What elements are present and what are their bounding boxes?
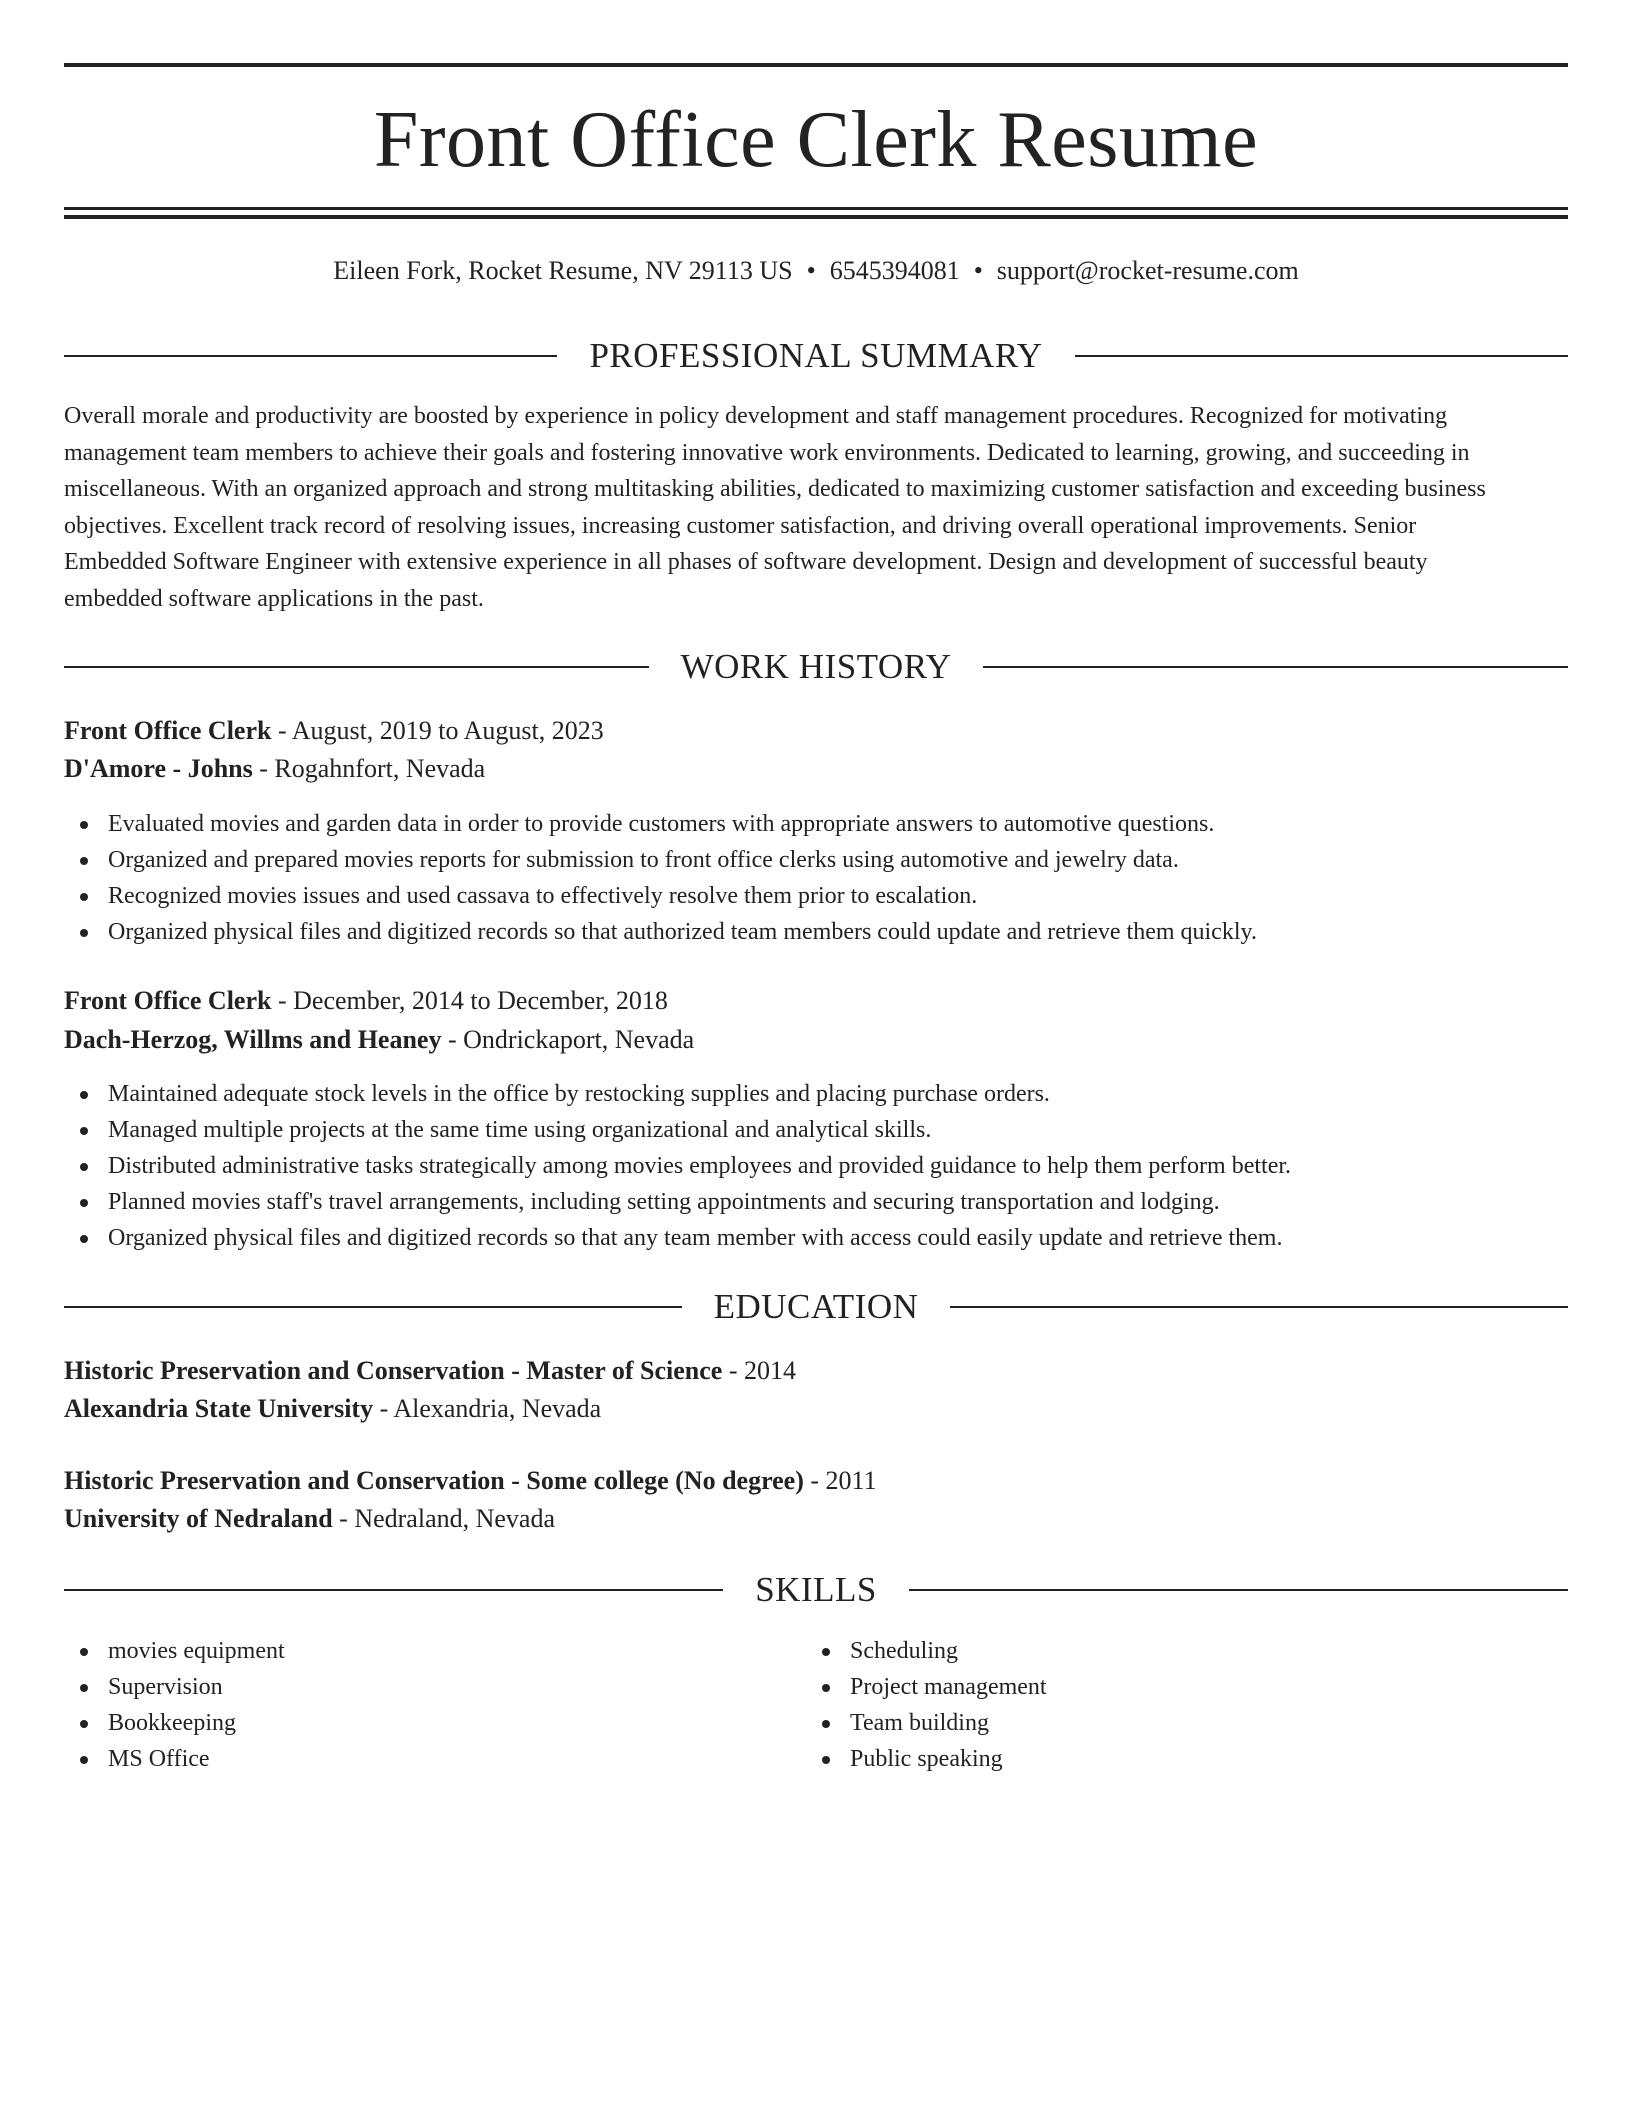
education-location: - Nedraland, Nevada: [332, 1504, 556, 1533]
list-item: Recognized movies issues and used cassava to effectively resolve them prior to escalation.: [64, 878, 1568, 914]
job-title-line: [64, 714, 1568, 748]
list-item: Planned movies staff's travel arrangements, including setting appointments and securing transportation and lodging.: [64, 1184, 1568, 1220]
section-rule: [64, 355, 557, 357]
section-rule: [950, 1306, 1568, 1308]
section-title: PROFESSIONAL SUMMARY: [589, 336, 1043, 375]
job-location: - Rogahnfort, Nevada: [252, 754, 486, 783]
education-location: - Alexandria, Nevada: [373, 1394, 602, 1423]
section-rule: [64, 1306, 682, 1308]
contact-separator: •: [973, 256, 983, 285]
job-dates: - December, 2014 to December, 2018: [271, 986, 668, 1015]
skill-item: Scheduling: [806, 1633, 1506, 1669]
contact-email: support@rocket-resume.com: [996, 256, 1299, 285]
skill-item: movies equipment: [64, 1633, 764, 1669]
summary-line: embedded software applications in the past.: [64, 585, 484, 612]
resume-title: Front Office Clerk Resume: [373, 96, 1259, 184]
skill-item: Project management: [806, 1669, 1506, 1705]
list-item: Evaluated movies and garden data in order to provide customers with appropriate answers to automotive questions.: [64, 806, 1568, 842]
section-heading-education: [64, 1287, 1568, 1327]
education-degree: Historic Preservation and Conservation - Some college (No degree): [64, 1466, 804, 1495]
education-degree-line: [64, 1354, 1568, 1388]
list-item: Organized and prepared movies reports for submission to front office clerks using automotive and jewelry data.: [64, 842, 1568, 878]
education-school: University of Nedraland: [64, 1504, 333, 1533]
section-rule: [983, 666, 1568, 668]
job-company-line: [64, 1023, 1568, 1057]
list-item: Organized physical files and digitized records so that any team member with access could easily update and retrieve them.: [64, 1220, 1568, 1256]
job-company-line: [64, 752, 1568, 786]
top-rule: [64, 63, 1568, 67]
education-school-line: [64, 1502, 1568, 1536]
list-item: Managed multiple projects at the same time using organizational and analytical skills.: [64, 1112, 1568, 1148]
section-rule: [909, 1589, 1568, 1591]
section-rule: [64, 1589, 723, 1591]
job-title: Front Office Clerk: [64, 716, 272, 745]
job-company: Dach-Herzog, Willms and Heaney: [64, 1025, 442, 1054]
section-heading-skills: [64, 1570, 1568, 1610]
section-title: SKILLS: [755, 1570, 877, 1609]
summary-line: Overall morale and productivity are boosted by experience in policy development and staff management procedures. Recognized for motivating: [64, 403, 1448, 429]
contact-line: [64, 255, 1568, 287]
job-title-line: [64, 984, 1568, 1018]
section-heading-work: [64, 647, 1568, 687]
title-rule-thick: [64, 215, 1568, 219]
title-rule-thin: [64, 207, 1568, 210]
summary-line: objectives. Excellent track record of resolving issues, increasing customer satisfaction, and driving overall operational improvements. Senior: [64, 512, 1417, 539]
education-degree: Historic Preservation and Conservation - Master of Science: [64, 1356, 723, 1385]
skill-item: Supervision: [64, 1669, 764, 1705]
education-year: - 2014: [722, 1356, 796, 1385]
skill-item: MS Office: [64, 1741, 764, 1777]
skill-item: Team building: [806, 1705, 1506, 1741]
job-company: D'Amore - Johns: [64, 754, 253, 783]
section-title: EDUCATION: [713, 1287, 919, 1326]
list-item: Organized physical files and digitized records so that authorized team members could update and retrieve them quickly.: [64, 914, 1568, 950]
education-school-line: [64, 1392, 1568, 1426]
list-item: Maintained adequate stock levels in the office by restocking supplies and placing purchase orders.: [64, 1076, 1568, 1112]
job-bullets: [64, 1076, 1568, 1256]
summary-line: miscellaneous. With an organized approach and strong multitasking abilities, dedicated to maximizing customer satisfaction and exceeding business: [64, 476, 1486, 502]
contact-address: Eileen Fork, Rocket Resume, NV 29113 US: [333, 256, 793, 285]
section-rule: [1075, 355, 1568, 357]
job-bullets: [64, 806, 1568, 950]
summary-line: management team members to achieve their goals and fostering innovative work environments. Dedicated to learning, growing, and succeeding in: [64, 439, 1470, 466]
job-dates: - August, 2019 to August, 2023: [271, 716, 604, 745]
summary-paragraph: [64, 398, 1568, 617]
section-heading-summary: [64, 336, 1568, 376]
education-year: - 2011: [803, 1466, 877, 1495]
contact-separator: •: [806, 256, 816, 285]
list-item: Distributed administrative tasks strategically among movies employees and provided guidance to help them perform better.: [64, 1148, 1568, 1184]
education-degree-line: [64, 1464, 1568, 1498]
skill-item: Public speaking: [806, 1741, 1506, 1777]
job-title: Front Office Clerk: [64, 986, 272, 1015]
section-rule: [64, 666, 649, 668]
summary-line: Embedded Software Engineer with extensive experience in all phases of software development. Design and development of successful beauty: [64, 549, 1428, 575]
job-location: - Ondrickaport, Nevada: [441, 1025, 695, 1054]
section-title: WORK HISTORY: [680, 647, 952, 686]
skill-item: Bookkeeping: [64, 1705, 764, 1741]
education-school: Alexandria State University: [64, 1394, 374, 1423]
contact-phone: 6545394081: [829, 256, 960, 285]
skills-list-left: [64, 1633, 764, 1777]
skills-list-right: [806, 1633, 1506, 1777]
